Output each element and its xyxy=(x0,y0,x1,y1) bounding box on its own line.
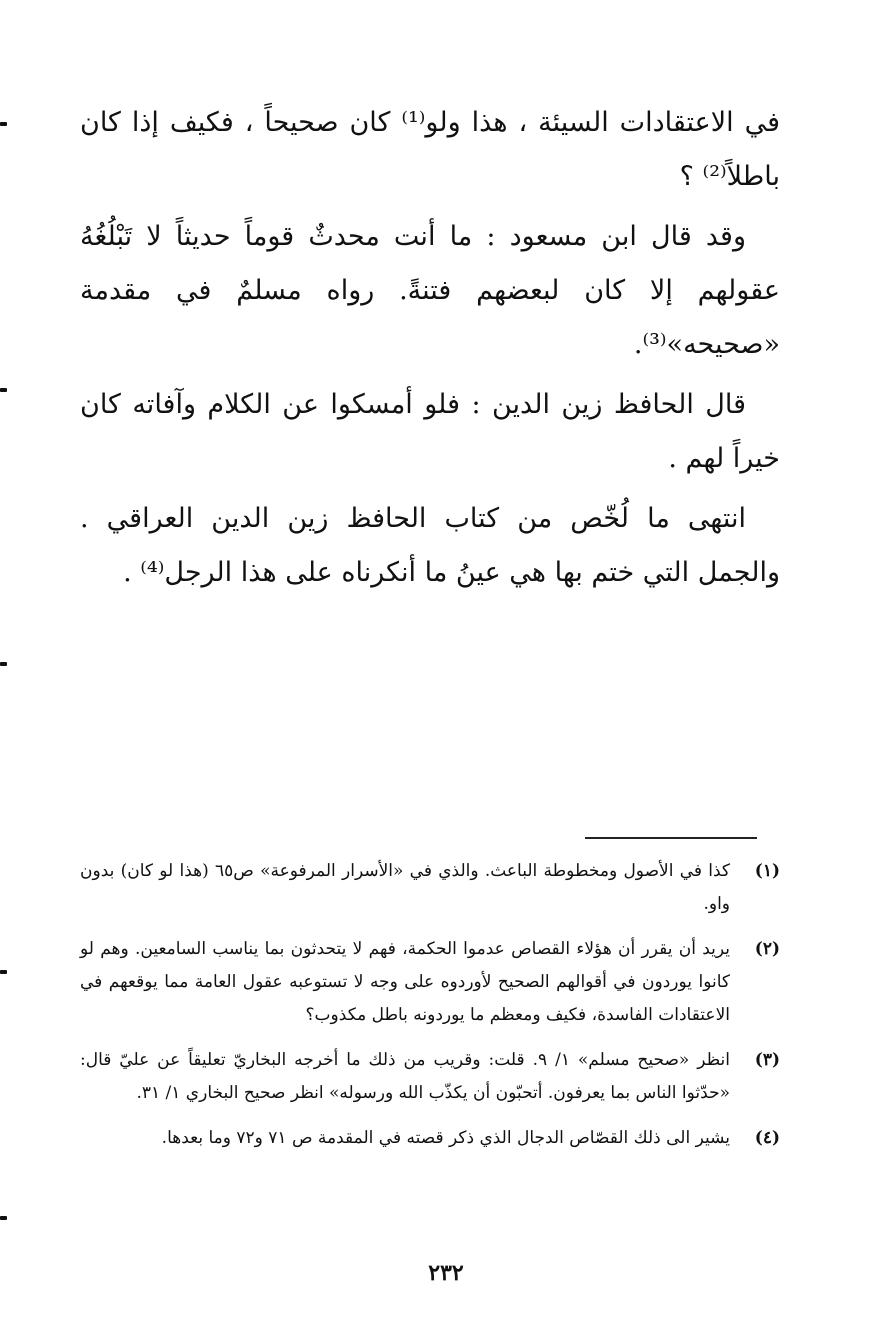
footnote-4 xyxy=(80,1122,780,1155)
margin-mark xyxy=(0,662,7,666)
paragraph-2: وقد قال ابن مسعود : ما أنت محدثٌ قوماً حديثاً لا تَبْلُغُهُ عقولهم إلا كان لبعضهم فتنةً. رواه مسلمٌ في مقدمة «صحيحه»⁽³⁾. xyxy=(80,221,780,360)
footnote-number: (٣) xyxy=(754,1050,780,1070)
footnote-3 xyxy=(80,1044,780,1110)
footnote-text: كذا في الأصول ومخطوطة الباعث. والذي في «الأسرار المرفوعة» ص٦٥ (هذا لو كان) بدون واو. xyxy=(80,861,731,914)
paragraph-1: في الاعتقادات السيئة ، هذا ولو⁽¹⁾ كان صحيحاً ، فكيف إذا كان باطلاً⁽²⁾ ؟ xyxy=(80,107,780,192)
footnote-number: (٤) xyxy=(754,1128,780,1148)
paragraph-3: قال الحافظ زين الدين : فلو أمسكوا عن الكلام وآفاته كان خيراً لهم . xyxy=(80,389,780,474)
paragraph-4: انتهى ما لُخّص من كتاب الحافظ زين الدين العراقي . والجمل التي ختم بها هي عينُ ما أنكرناه على هذا الرجل⁽⁴⁾ . xyxy=(80,503,780,588)
footnote-separator xyxy=(585,837,757,839)
page-number: ٢٣٢ xyxy=(428,1260,464,1286)
footnote-2 xyxy=(80,933,780,1032)
margin-mark xyxy=(0,122,7,126)
footnote-text: يريد أن يقرر أن هؤلاء القصاص عدموا الحكمة، فهم لا يتحدثون بما يناسب السامعين. وهم لو كانوا يوردون في أقوالهم الصحيح لأوردوه على وجه لا تستوعبه عقول العامة مما يوقعهم في الاعتقادات الفاسدة، فكيف ومعظم ما يوردونه باطل مكذوب؟ xyxy=(80,939,730,1025)
footnote-number: (٢) xyxy=(754,939,780,959)
margin-mark xyxy=(0,970,7,974)
footnote-number: (١) xyxy=(754,861,780,881)
margin-mark xyxy=(0,1216,7,1220)
footnote-1 xyxy=(80,855,780,921)
footnote-text: انظر «صحيح مسلم» ١/ ٩. قلت: وقريب من ذلك ما أخرجه البخاريّ تعليقاً عن عليّ قال: «حدّثوا الناس بما يعرفون. أتحبّون أن يكذّب الله ورسوله» انظر صحيح البخاري ١/ ٣١. xyxy=(80,1050,731,1103)
margin-mark xyxy=(0,388,7,392)
footnote-text: يشير الى ذلك القصّاص الدجال الذي ذكر قصته في المقدمة ص ٧١ و٧٢ وما بعدها. xyxy=(161,1128,730,1148)
footnotes xyxy=(80,855,780,1167)
main-text xyxy=(80,96,780,606)
